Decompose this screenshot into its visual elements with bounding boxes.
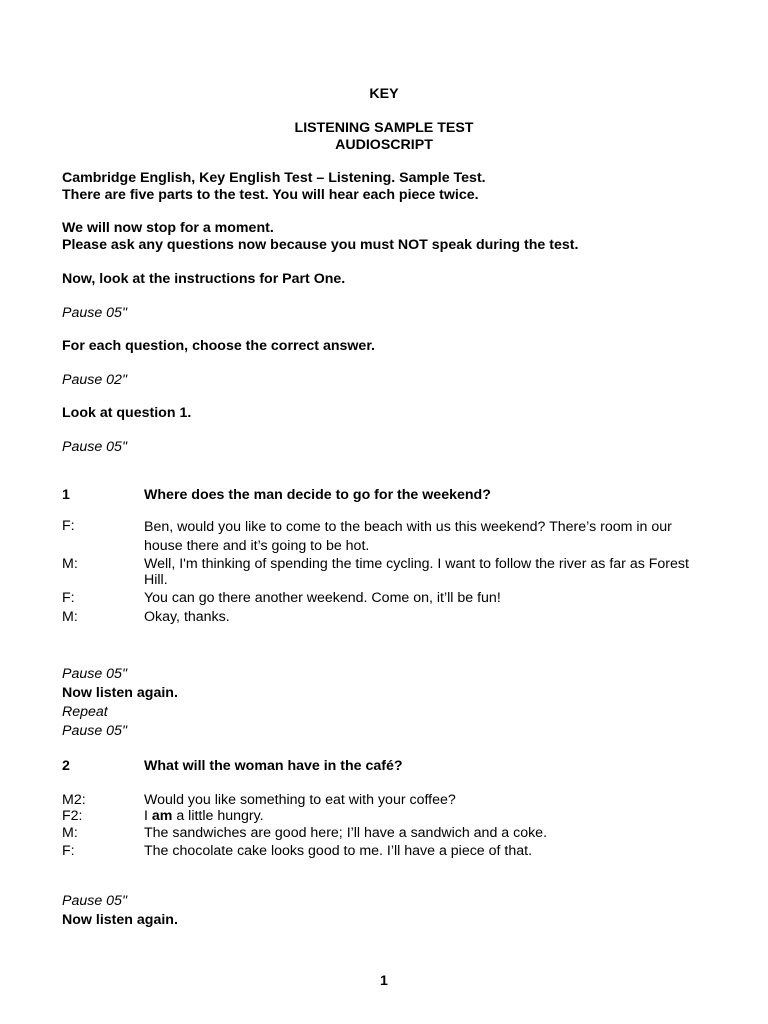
- pause-note: Pause 05": [62, 439, 127, 455]
- instruction-text: For each question, choose the correct answer.: [62, 338, 376, 354]
- intro-line-1: Cambridge English, Key English Test – Listening. Sample Test.: [62, 170, 486, 186]
- speaker-label: M:: [62, 556, 78, 572]
- question-number: 1: [62, 487, 70, 503]
- intro-line-3: We will now stop for a moment.: [62, 220, 274, 236]
- listen-again-text: Now listen again.: [62, 685, 178, 701]
- repeat-note: Repeat: [62, 704, 108, 720]
- speaker-label: F:: [62, 843, 75, 859]
- dialogue-text: a little hungry.: [172, 808, 264, 824]
- document-subtitle: AUDIOSCRIPT: [335, 137, 433, 153]
- pause-note: Pause 05": [62, 723, 127, 739]
- pause-note: Pause 05": [62, 305, 127, 321]
- dialogue-line: [144, 808, 264, 824]
- dialogue-line: The chocolate cake looks good to me. I’ll have a piece of that.: [144, 843, 533, 859]
- pause-note: Pause 05": [62, 666, 127, 682]
- speaker-label: M:: [62, 825, 78, 841]
- pause-note: Pause 05": [62, 893, 127, 909]
- listen-again-text: Now listen again.: [62, 912, 178, 928]
- page-number: 1: [380, 973, 388, 989]
- document-title: LISTENING SAMPLE TEST: [294, 120, 474, 136]
- dialogue-line: The sandwiches are good here; I’ll have a sandwich and a coke.: [144, 825, 548, 841]
- document-key-heading: KEY: [369, 86, 399, 102]
- speaker-label: M:: [62, 609, 78, 625]
- intro-line-4: Please ask any questions now because you must NOT speak during the test.: [62, 237, 579, 253]
- look-at-question: Look at question 1.: [62, 405, 192, 421]
- dialogue-line: You can go there another weekend. Come on, it’ll be fun!: [144, 590, 501, 606]
- dialogue-line: Well, I'm thinking of spending the time cycling. I want to follow the river as far as Forest Hill.: [144, 556, 689, 588]
- speaker-label: F2:: [62, 808, 83, 824]
- speaker-label: F:: [62, 518, 75, 534]
- pause-note: Pause 02": [62, 372, 127, 388]
- intro-line-2: There are five parts to the test. You will hear each piece twice.: [62, 187, 479, 203]
- speaker-label: F:: [62, 590, 75, 606]
- speaker-label: M2:: [62, 792, 86, 808]
- question-text: What will the woman have in the café?: [144, 758, 403, 774]
- question-text: Where does the man decide to go for the weekend?: [144, 487, 491, 503]
- emphasis-text: am: [151, 808, 173, 824]
- dialogue-line: Ben, would you like to come to the beach with us this weekend? There’s room in our house there and it’s going to be hot.: [144, 519, 672, 554]
- dialogue-line: Okay, thanks.: [144, 609, 230, 625]
- intro-line-5: Now, look at the instructions for Part One.: [62, 271, 346, 287]
- question-number: 2: [62, 758, 70, 774]
- dialogue-text: I: [144, 808, 152, 824]
- dialogue-line: Would you like something to eat with your coffee?: [144, 792, 456, 808]
